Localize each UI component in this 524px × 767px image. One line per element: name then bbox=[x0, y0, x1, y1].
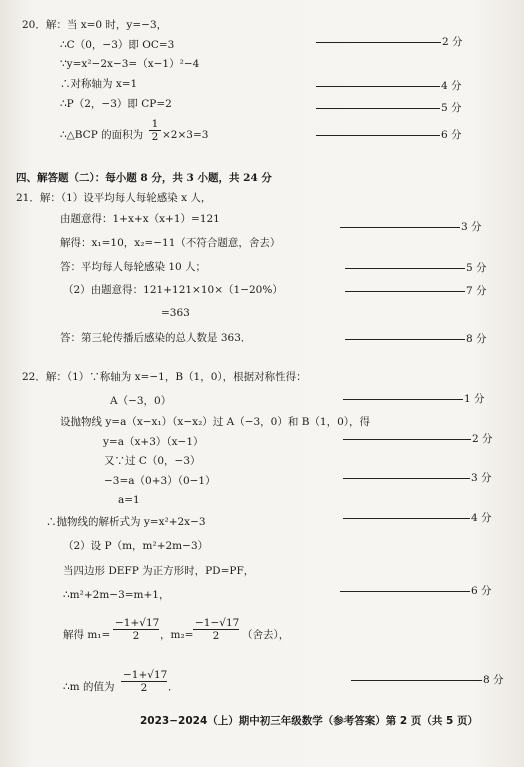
section-heading: 四、解答题（二）：每小题 8 分，共 3 小题，共 24 分 bbox=[16, 172, 272, 184]
q20-score-3: 5 分 bbox=[441, 102, 462, 114]
score-rule bbox=[316, 108, 440, 109]
fraction-numerator: −1+√17 bbox=[115, 617, 160, 629]
q22-score-5: 6 分 bbox=[471, 585, 492, 597]
q22-line-8: ∴抛物线的解析式为 y=x²+2x−3 bbox=[46, 516, 206, 528]
page-footer: 2023−2024（上）期中初三年级数学（参考答案）第 2 页（共 5 页） bbox=[140, 715, 478, 727]
q21-score-1: 3 分 bbox=[461, 221, 482, 233]
q20-line-1: 20．解：当 x=0 时，y=−3， bbox=[22, 19, 168, 31]
q22-line-12-note: （舍去）， bbox=[242, 629, 290, 641]
q22-line-6: −3=a（0+3）（0−1） bbox=[104, 475, 216, 487]
score-rule bbox=[343, 439, 471, 440]
q22-score-3: 3 分 bbox=[471, 472, 492, 484]
q22-score-2: 2 分 bbox=[472, 433, 493, 445]
q22-line-10: 当四边形 DEFP 为正方形时，PD=PF， bbox=[63, 565, 255, 577]
score-rule bbox=[345, 291, 465, 292]
q22-m2-fraction bbox=[193, 617, 239, 642]
q21-line-4: 答：平均每人每轮感染 10 人； bbox=[60, 261, 207, 273]
fraction-numerator: 1 bbox=[149, 118, 161, 131]
score-rule bbox=[316, 135, 440, 136]
q22-line-13-label: ∴m 的值为 bbox=[63, 681, 115, 693]
q20-score-1: 2 分 bbox=[442, 36, 463, 48]
fraction-numerator: −1−√17 bbox=[195, 617, 240, 629]
q22-line-12-sep: ，m₂= bbox=[160, 629, 194, 641]
q21-line-7: 答：第三轮传播后感染的总人数是 363． bbox=[60, 332, 252, 344]
fraction-denominator: 2 bbox=[140, 682, 148, 694]
score-rule bbox=[340, 227, 460, 228]
score-rule bbox=[343, 518, 470, 519]
q22-line-5: 又∵过 C（0，−3） bbox=[104, 455, 201, 467]
q21-line-6: =363 bbox=[161, 307, 190, 319]
q21-line-5: （2）由题意得：121+121×10×（1−20%） bbox=[63, 284, 283, 296]
q22-line-7: a=1 bbox=[118, 494, 140, 506]
score-rule bbox=[351, 680, 482, 681]
q22-score-4: 4 分 bbox=[471, 512, 492, 524]
q20-score-2: 4 分 bbox=[441, 80, 462, 92]
q22-line-9: （2）设 P（m，m²+2m−3） bbox=[63, 540, 209, 552]
score-rule bbox=[316, 86, 440, 87]
fraction-numerator: −1+√17 bbox=[123, 669, 168, 681]
fraction-denominator: 2 bbox=[212, 630, 220, 642]
score-rule bbox=[316, 42, 441, 43]
q22-line-3: 设抛物线 y=a（x−x₁）（x−x₂）过 A（−3，0）和 B（1，0），得 bbox=[60, 416, 371, 428]
q20-line-3: ∵y=x²−2x−3=（x−1）²−4 bbox=[60, 58, 200, 70]
q21-score-4: 8 分 bbox=[466, 333, 487, 345]
q20-line-2: ∴C（0，−3）即 OC=3 bbox=[60, 39, 175, 51]
q22-line-11: ∴m²+2m−3=m+1， bbox=[63, 589, 170, 601]
q22-m1-fraction bbox=[113, 617, 159, 642]
q21-score-2: 5 分 bbox=[466, 262, 487, 274]
score-rule bbox=[345, 268, 465, 269]
q20-line-4: ∴对称轴为 x=1 bbox=[60, 78, 138, 90]
score-rule bbox=[340, 591, 470, 592]
score-rule bbox=[343, 399, 463, 400]
score-rule bbox=[345, 339, 465, 340]
q22-line-1: 22．解：（1）∵称轴为 x=−1，B（1，0），根据对称性得： bbox=[22, 371, 307, 383]
q20-fraction bbox=[149, 118, 161, 143]
fraction-denominator: 2 bbox=[151, 131, 159, 143]
q22-line-12-label: 解得 m₁= bbox=[63, 629, 111, 641]
q22-line-13-end: ． bbox=[168, 681, 179, 693]
q20-score-4: 6 分 bbox=[441, 129, 462, 141]
q22-m-fraction bbox=[121, 669, 167, 694]
q22-line-2: A（−3，0） bbox=[110, 395, 172, 407]
q22-score-1: 1 分 bbox=[464, 393, 485, 405]
q20-line-5: ∴P（2，−3）即 CP=2 bbox=[60, 98, 172, 110]
q21-line-3: 解得：x₁=10，x₂=−11（不符合题意，舍去） bbox=[60, 237, 281, 249]
q20-line-6-text: ∴△BCP 的面积为 bbox=[60, 129, 144, 141]
q21-score-3: 7 分 bbox=[466, 285, 487, 297]
fraction-denominator: 2 bbox=[132, 630, 140, 642]
q21-line-2: 由题意得：1+x+x（x+1）=121 bbox=[60, 213, 220, 225]
q22-score-6: 8 分 bbox=[483, 674, 504, 686]
q21-line-1: 21．解：（1）设平均每人每轮感染 x 人， bbox=[16, 192, 212, 204]
score-rule bbox=[343, 478, 470, 479]
q22-line-4: y=a（x+3）（x−1） bbox=[103, 436, 204, 448]
q20-line-6-result: ×2×3=3 bbox=[162, 129, 209, 141]
